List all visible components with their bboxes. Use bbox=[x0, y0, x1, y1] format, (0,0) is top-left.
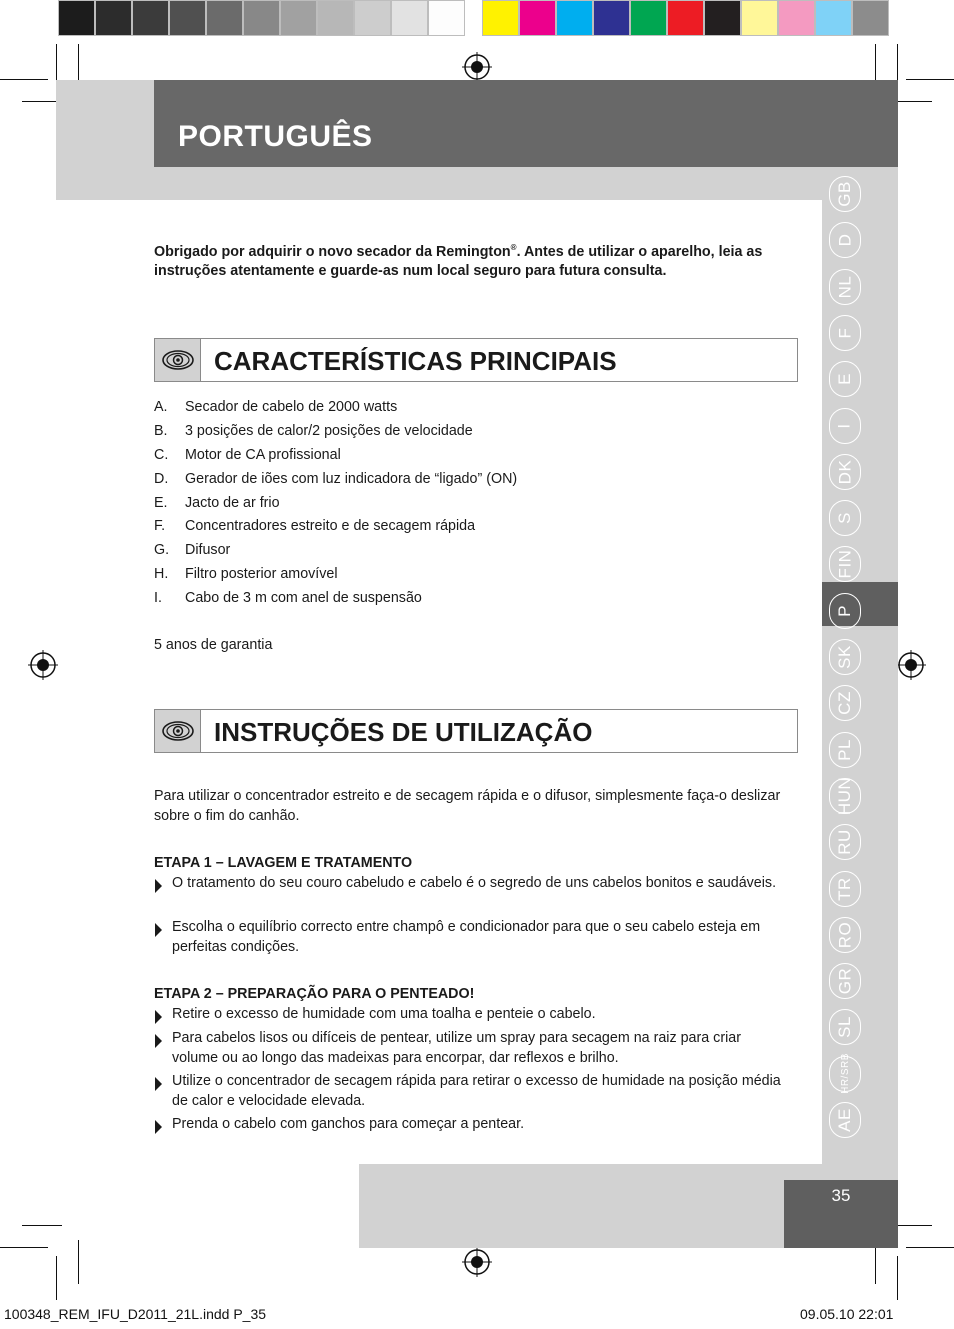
section-title: CARACTERÍSTICAS PRINCIPAIS bbox=[214, 346, 617, 376]
section-icon-box bbox=[155, 339, 201, 381]
eye-icon bbox=[161, 349, 195, 371]
section-title: INSTRUÇÕES DE UTILIZAÇÃO bbox=[214, 717, 593, 747]
color-swatch bbox=[482, 0, 519, 36]
language-tab-cz[interactable] bbox=[829, 685, 861, 721]
color-swatch bbox=[815, 0, 852, 36]
language-tab-f[interactable] bbox=[829, 315, 861, 351]
registration-mark-icon bbox=[28, 650, 58, 680]
language-label: CZ bbox=[834, 691, 854, 716]
item-letter: G. bbox=[154, 542, 170, 559]
language-label: S bbox=[835, 512, 854, 525]
item-letter: B. bbox=[154, 422, 168, 439]
language-label: PL bbox=[834, 738, 854, 761]
language-label: SK bbox=[835, 645, 854, 669]
page-title: PORTUGUÊS bbox=[178, 120, 373, 153]
language-tab-dk[interactable] bbox=[829, 454, 861, 490]
triangle-bullet-icon bbox=[155, 879, 162, 893]
registration-mark-icon bbox=[896, 650, 926, 680]
language-label: FIN bbox=[834, 549, 854, 579]
language-tab-e[interactable] bbox=[829, 361, 861, 397]
list-item: Para cabelos lisos ou difíceis de pentear, utilize um spray para secagem na raiz para criar volume ou ao longo das madeixas para encorpar, dar reflexos e brilho. bbox=[154, 1029, 782, 1068]
page-number: 35 bbox=[831, 1186, 851, 1205]
language-tab-hr-srb[interactable] bbox=[829, 1053, 861, 1095]
triangle-bullet-icon bbox=[155, 1120, 162, 1134]
triangle-bullet-icon bbox=[155, 1077, 162, 1091]
language-tab-d[interactable] bbox=[829, 222, 861, 258]
language-label: F bbox=[834, 327, 854, 339]
crop-mark bbox=[78, 1240, 79, 1284]
language-label: NL bbox=[834, 275, 854, 298]
item-letter: H. bbox=[154, 566, 169, 583]
color-swatch-bar bbox=[482, 0, 889, 38]
color-swatch bbox=[852, 0, 889, 36]
section-header-instructions bbox=[154, 709, 798, 753]
registration-mark-icon bbox=[462, 1247, 492, 1277]
warranty-text: 5 anos de garantia bbox=[154, 637, 273, 653]
item-text: Cabo de 3 m com anel de suspensão bbox=[185, 590, 422, 607]
language-label: RO bbox=[835, 921, 854, 949]
crop-mark bbox=[892, 101, 932, 102]
item-text: Difusor bbox=[185, 542, 231, 559]
crop-mark bbox=[892, 1225, 932, 1226]
color-swatch bbox=[556, 0, 593, 36]
list-item: Utilize o concentrador de secagem rápida para retirar o excesso de humidade na posição média de calor e velocidade elevada. bbox=[154, 1072, 782, 1111]
language-tab-tr[interactable] bbox=[829, 871, 861, 907]
gray-swatch bbox=[354, 0, 391, 36]
item-letter: A. bbox=[154, 399, 168, 415]
gray-swatch bbox=[206, 0, 243, 36]
language-label: SL bbox=[834, 1016, 854, 1039]
item-text: 3 posições de calor/2 posições de velocidade bbox=[185, 422, 473, 439]
language-label: D bbox=[835, 233, 854, 247]
item-letter: I. bbox=[154, 590, 162, 607]
gray-swatch bbox=[317, 0, 354, 36]
gray-swatch bbox=[132, 0, 169, 36]
language-label: I bbox=[834, 422, 854, 429]
section-header-features bbox=[154, 338, 798, 382]
language-tab-fin[interactable] bbox=[829, 546, 861, 582]
language-tab-gr[interactable] bbox=[829, 963, 861, 999]
language-tab-ae[interactable] bbox=[829, 1102, 861, 1138]
step-1-heading: ETAPA 1 – LAVAGEM E TRATAMENTO bbox=[154, 855, 413, 871]
gray-swatch bbox=[243, 0, 280, 36]
color-swatch bbox=[667, 0, 704, 36]
language-tab-ro[interactable] bbox=[829, 917, 861, 953]
item-text: Concentradores estreito e de secagem rápida bbox=[185, 518, 476, 535]
item-letter: C. bbox=[154, 446, 169, 463]
color-swatch bbox=[519, 0, 556, 36]
language-label: E bbox=[835, 373, 854, 386]
crop-mark bbox=[56, 1256, 57, 1300]
step-2-heading: ETAPA 2 – PREPARAÇÃO PARA O PENTEADO! bbox=[154, 986, 475, 1002]
gray-swatch-bar bbox=[58, 0, 465, 38]
language-label: RU bbox=[835, 829, 854, 855]
gray-swatch bbox=[391, 0, 428, 36]
intro-paragraph bbox=[154, 238, 794, 282]
language-label: TR bbox=[834, 876, 854, 901]
language-tab-gb[interactable] bbox=[829, 176, 861, 212]
language-label: P bbox=[835, 604, 854, 617]
item-letter: F. bbox=[154, 518, 166, 535]
crop-mark bbox=[906, 79, 954, 80]
crop-mark bbox=[0, 1247, 48, 1248]
crop-mark bbox=[0, 79, 48, 80]
registration-mark-icon bbox=[462, 52, 492, 82]
crop-mark bbox=[897, 1256, 898, 1300]
gray-swatch bbox=[95, 0, 132, 36]
gray-swatch bbox=[428, 0, 465, 36]
triangle-bullet-icon bbox=[155, 923, 162, 937]
intro-text: Obrigado por adquirir o novo secador da Remington bbox=[154, 243, 511, 260]
list-item: Escolha o equilíbrio correcto entre champô e condicionador para que o seu cabelo esteja em perfeitas condições. bbox=[154, 918, 782, 957]
list-item: Prenda o cabelo com ganchos para começar a pentear. bbox=[154, 1115, 782, 1135]
language-label: GR bbox=[835, 967, 854, 995]
item-letter: E. bbox=[154, 494, 168, 511]
gray-swatch bbox=[280, 0, 317, 36]
item-text: Filtro posterior amovível bbox=[185, 566, 338, 583]
item-text: Secador de cabelo de 2000 watts bbox=[185, 399, 398, 415]
language-label: HUN bbox=[835, 776, 854, 816]
intro-text: . Antes de utilizar o aparelho, leia as instruções atentamente e guarde-as num local seguro para futura consulta. bbox=[154, 243, 763, 280]
color-swatch bbox=[704, 0, 741, 36]
list-item: Retire o excesso de humidade com uma toalha e penteie o cabelo. bbox=[154, 1005, 782, 1025]
color-swatch bbox=[630, 0, 667, 36]
language-tab-s[interactable] bbox=[829, 500, 861, 536]
triangle-bullet-icon bbox=[155, 1010, 162, 1024]
language-tab-nl[interactable] bbox=[829, 269, 861, 305]
list-item: O tratamento do seu couro cabeludo e cabelo é o segredo de uns cabelos bonitos e saudáveis. bbox=[154, 874, 782, 894]
section-icon-box bbox=[155, 710, 201, 752]
triangle-bullet-icon bbox=[155, 1034, 162, 1048]
item-text: Gerador de iões com luz indicadora de “ligado” (ON) bbox=[185, 470, 518, 487]
language-tab-pl[interactable] bbox=[829, 732, 861, 768]
print-slug-file: 100348_REM_IFU_D2011_21L.indd P_35 bbox=[4, 1306, 267, 1322]
gray-swatch bbox=[169, 0, 206, 36]
language-tab-ru[interactable] bbox=[829, 824, 861, 860]
gray-swatch bbox=[58, 0, 95, 36]
item-letter: D. bbox=[154, 470, 169, 487]
item-text: Jacto de ar frio bbox=[185, 494, 280, 511]
language-tab-hun[interactable] bbox=[829, 778, 861, 814]
registered-mark: ® bbox=[510, 243, 517, 252]
crop-mark bbox=[906, 1247, 954, 1248]
instructions-intro: Para utilizar o concentrador estreito e de secagem rápida e o difusor, simplesmente faça-o deslizar sobre o fim do canhão. bbox=[154, 788, 781, 824]
language-label: GB bbox=[835, 181, 854, 207]
eye-icon bbox=[161, 720, 195, 742]
color-swatch bbox=[741, 0, 778, 36]
language-label: DK bbox=[835, 459, 854, 485]
language-tab-i[interactable] bbox=[829, 408, 861, 444]
language-label: AE bbox=[835, 1108, 854, 1132]
language-label: HR/SRB bbox=[839, 1053, 851, 1095]
language-tab-sl[interactable] bbox=[829, 1009, 861, 1045]
language-tab-sk[interactable] bbox=[829, 639, 861, 675]
item-text: Motor de CA profissional bbox=[185, 446, 341, 463]
print-slug-date: 09.05.10 22:01 bbox=[800, 1306, 894, 1322]
color-swatch bbox=[778, 0, 815, 36]
language-tab-p[interactable] bbox=[829, 593, 861, 629]
crop-mark bbox=[22, 1225, 62, 1226]
color-swatch bbox=[593, 0, 630, 36]
